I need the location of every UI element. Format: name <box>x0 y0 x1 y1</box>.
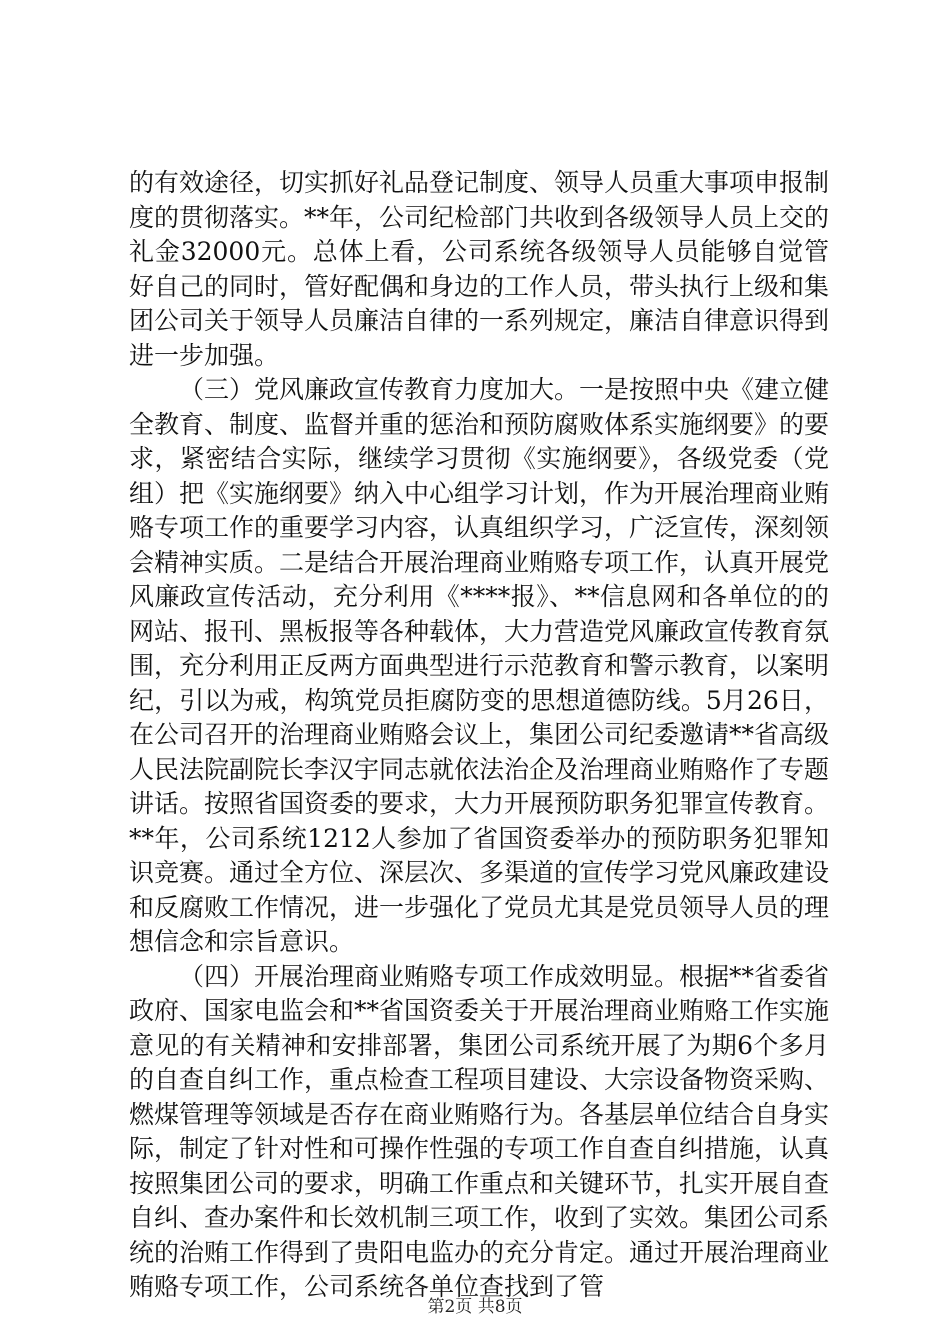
page-number-footer: 第2页 共8页 <box>427 1297 523 1317</box>
paragraph-continuation: 的有效途径，切实抓好礼品登记制度、领导人员重大事项申报制度的贯彻落实。**年，公司纪检部门共收到各级领导人员上交的礼金32000元。总体上看，公司系统各级领导人员能够自觉管好自己的同时，管好配偶和身边的工作人员，带头执行上级和集团公司关于领导人员廉洁自律的一系列规定，廉洁自律意识得到进一步加强。 <box>129 168 830 370</box>
paragraph-section-4: （四）开展治理商业贿赂专项工作成效明显。根据**省委省政府、国家电监会和**省国资委关于开展治理商业贿赂工作实施意见的有关精神和安排部署，集团公司系统开展了为期6个多月的自查自纠工作，重点检查工程项目建设、大宗设备物资采购、燃煤管理等领域是否存在商业贿赂行为。各基层单位结合自身实际，制定了针对性和可操作性强的专项工作自查自纠措施，认真按照集团公司的要求，明确工作重点和关键环节，扎实开展自查自纠、查办案件和长效机制三项工作，收到了实效。集团公司系统的治贿工作得到了贵阳电监办的充分肯定。通过开展治理商业贿赂专项工作，公司系统各单位查找到了管 <box>129 961 830 1301</box>
paragraph-section-3: （三）党风廉政宣传教育力度加大。一是按照中央《建立健全教育、制度、监督并重的惩治和预防腐败体系实施纲要》的要求，紧密结合实际，继续学习贯彻《实施纲要》，各级党委（党组）把《实施纲要》纳入中心组学习计划，作为开展治理商业贿赂专项工作的重要学习内容，认真组织学习，广泛宣传，深刻领会精神实质。二是结合开展治理商业贿赂专项工作，认真开展党风廉政宣传活动，充分利用《****报》、**信息网和各单位的的网站、报刊、黑板报等各种载体，大力营造党风廉政宣传教育氛围，充分利用正反两方面典型进行示范教育和警示教育，以案明纪，引以为戒，构筑党员拒腐防变的思想道德防线。5月26日，在公司召开的治理商业贿赂会议上，集团公司纪委邀请**省高级人民法院副院长李汉宇同志就依法治企及治理商业贿赂作了专题讲话。按照省国资委的要求，大力开展预防职务犯罪宣传教育。**年，公司系统1212人参加了省国资委举办的预防职务犯罪知识竞赛。通过全方位、深层次、多渠道的宣传学习党风廉政建设和反腐败工作情况，进一步强化了党员尤其是党员领导人员的理想信念和宗旨意识。 <box>129 375 830 956</box>
document-body <box>129 166 829 1305</box>
